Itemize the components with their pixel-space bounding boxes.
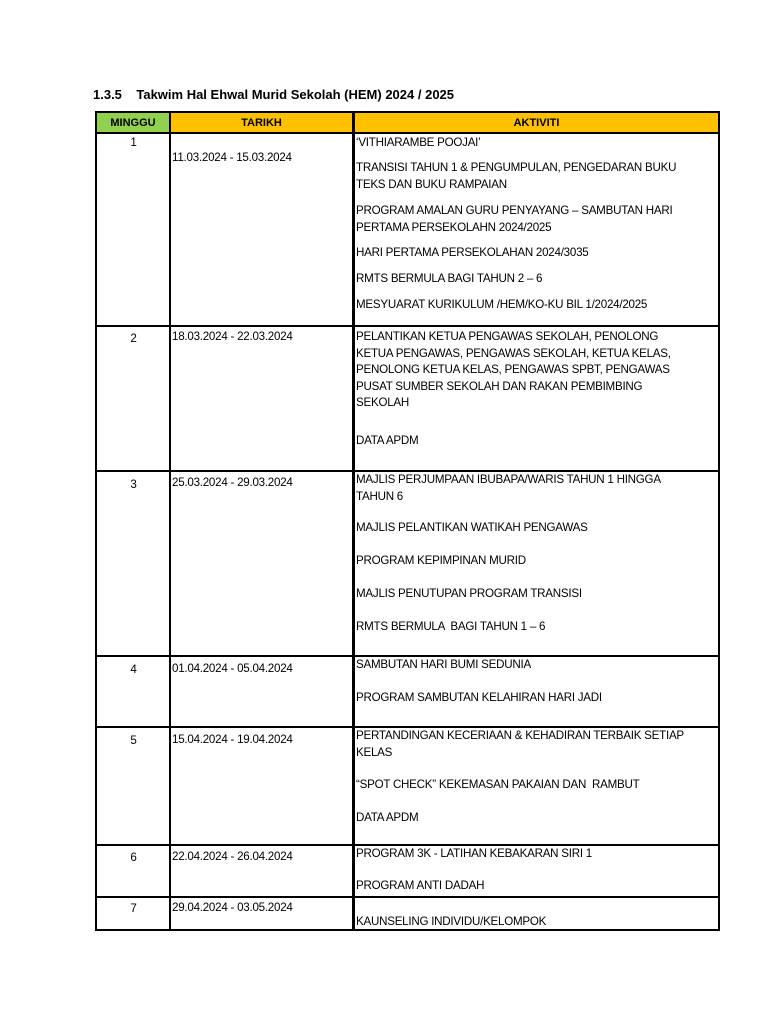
aktiviti-item: PROGRAM 3K - LATIHAN KEBAKARAN SIRI 1 bbox=[356, 847, 592, 860]
aktiviti-item: MAJLIS PENUTUPAN PROGRAM TRANSISI bbox=[356, 587, 582, 600]
aktiviti-item: DATA APDM bbox=[356, 434, 419, 447]
minggu-cell: 6 bbox=[130, 851, 137, 864]
aktiviti-item: RMTS BERMULA BAGI TAHUN 2 – 6 bbox=[356, 272, 543, 285]
aktiviti-item: RMTS BERMULA BAGI TAHUN 1 – 6 bbox=[356, 620, 546, 633]
aktiviti-item: “SPOT CHECK” KEKEMASAN PAKAIAN DAN RAMBUT bbox=[356, 778, 640, 791]
aktiviti-item: PELANTIKAN KETUA PENGAWAS SEKOLAH, PENOLONG KETUA PENGAWAS, PENGAWAS SEKOLAH, KETUA KELAS, PENOLONG KETUA KELAS, PENGAWAS SPBT, PENGAWAS PUSAT SUMBER SEKOLAH DAN RAKAN PEMBIMBING SEKOLAH bbox=[356, 330, 671, 409]
aktiviti-item: HARI PERTAMA PERSEKOLAHAN 2024/3035 bbox=[356, 246, 589, 259]
column-divider bbox=[352, 113, 355, 929]
section-title: 1.3.5 Takwim Hal Ehwal Murid Sekolah (HEM) 2024 / 2025 bbox=[93, 87, 455, 102]
tarikh-cell: 25.03.2024 - 29.03.2024 bbox=[172, 476, 293, 489]
header-minggu: MINGGU bbox=[97, 113, 169, 133]
minggu-cell: 2 bbox=[130, 332, 137, 345]
tarikh-cell: 18.03.2024 - 22.03.2024 bbox=[172, 330, 293, 343]
aktiviti-item: PROGRAM AMALAN GURU PENYAYANG – SAMBUTAN HARI PERTAMA PERSEKOLAHN 2024/2025 bbox=[356, 204, 673, 234]
minggu-cell: 5 bbox=[130, 734, 137, 747]
aktiviti-item: TRANSISI TAHUN 1 & PENGUMPULAN, PENGEDARAN BUKU TEKS DAN BUKU RAMPAIAN bbox=[356, 161, 677, 191]
row-divider bbox=[97, 325, 718, 327]
aktiviti-item: PERTANDINGAN KECERIAAN & KEHADIRAN TERBAIK SETIAP KELAS bbox=[356, 729, 684, 759]
aktiviti-item: DATA APDM bbox=[356, 811, 419, 824]
aktiviti-item: KAUNSELING INDIVIDU/KELOMPOK bbox=[356, 915, 547, 928]
aktiviti-item: SAMBUTAN HARI BUMI SEDUNIA bbox=[356, 658, 531, 671]
minggu-cell: 4 bbox=[130, 663, 137, 676]
aktiviti-item: PROGRAM SAMBUTAN KELAHIRAN HARI JADI bbox=[356, 691, 602, 704]
takwim-table bbox=[95, 111, 720, 931]
aktiviti-item: PROGRAM ANTI DADAH bbox=[356, 879, 485, 892]
header-tarikh: TARIKH bbox=[171, 113, 352, 133]
header-aktiviti: AKTIVITI bbox=[355, 113, 718, 133]
row-divider bbox=[97, 896, 718, 898]
tarikh-cell: 15.04.2024 - 19.04.2024 bbox=[172, 733, 293, 746]
column-divider bbox=[169, 113, 171, 929]
tarikh-cell: 11.03.2024 - 15.03.2024 bbox=[172, 151, 292, 164]
row-divider bbox=[97, 132, 718, 134]
tarikh-cell: 01.04.2024 - 05.04.2024 bbox=[172, 662, 293, 675]
aktiviti-item: MAJLIS PELANTIKAN WATIKAH PENGAWAS bbox=[356, 521, 588, 534]
minggu-cell: 1 bbox=[130, 136, 137, 149]
tarikh-cell: 29.04.2024 - 03.05.2024 bbox=[172, 901, 293, 914]
tarikh-cell: 22.04.2024 - 26.04.2024 bbox=[172, 850, 293, 863]
aktiviti-item: PROGRAM KEPIMPINAN MURID bbox=[356, 554, 526, 567]
aktiviti-item: MESYUARAT KURIKULUM /HEM/KO-KU BIL 1/2024/2025 bbox=[356, 298, 648, 311]
aktiviti-item: ‘VITHIARAMBE POOJAI’ bbox=[356, 136, 481, 149]
aktiviti-item: MAJLIS PERJUMPAAN IBUBAPA/WARIS TAHUN 1 HINGGA TAHUN 6 bbox=[356, 473, 661, 503]
minggu-cell: 7 bbox=[130, 902, 137, 915]
minggu-cell: 3 bbox=[130, 478, 137, 491]
